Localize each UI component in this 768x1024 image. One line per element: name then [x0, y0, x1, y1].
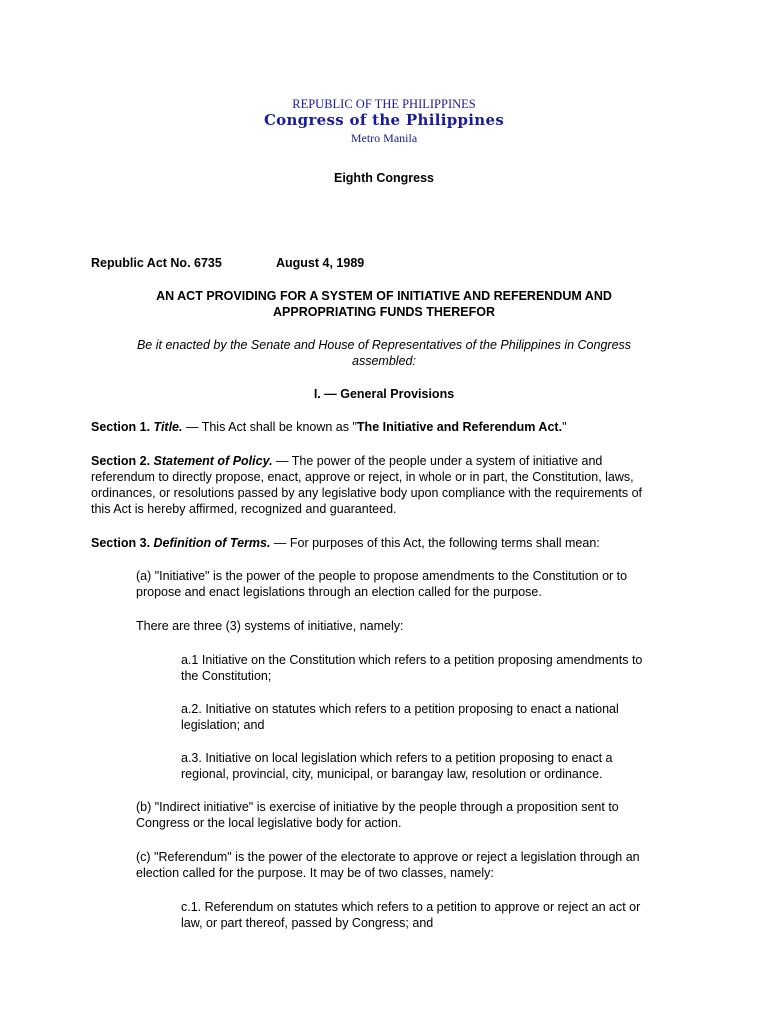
section-3 [91, 535, 676, 551]
act-title-line-1: AN ACT PROVIDING FOR A SYSTEM OF INITIATIVE AND REFERENDUM AND [156, 289, 612, 303]
section-1-end-quote: " [562, 420, 567, 434]
section-3-text: — For purposes of this Act, the following terms shall mean: [270, 536, 600, 550]
section-2-line-4: this Act is hereby affirmed, recognized and guaranteed. [91, 502, 397, 516]
definition-c-line-2: election called for the purpose. It may be of two classes, namely: [136, 866, 494, 880]
definition-a3-line-1: a.3. Initiative on local legislation which refers to a petition proposing to enact a [181, 751, 613, 765]
section-1-text: — This Act shall be known as " [182, 420, 357, 434]
act-title-line-2: APPROPRIATING FUNDS THEREFOR [273, 305, 495, 319]
section-1 [91, 419, 676, 435]
part-heading: I. — General Provisions [313, 387, 455, 401]
section-3-label: Section 3. [91, 536, 151, 550]
definition-c1-line-1: c.1. Referendum on statutes which refers to a petition to approve or reject an act or [181, 900, 641, 914]
enacting-clause-line-2: assembled: [352, 354, 416, 368]
section-3-heading: Definition of Terms. [153, 536, 271, 550]
enacting-clause-line-1: Be it enacted by the Senate and House of Representatives of the Philippines in Congress [136, 338, 632, 352]
section-2-line-3: ordinances, or resolutions passed by any legislative body upon compliance with the requirements of [91, 486, 643, 500]
header-congress: Congress of the Philippines [263, 111, 505, 129]
act-number: Republic Act No. 6735 [91, 256, 222, 270]
section-2-text-1: — The power of the people under a system of initiative and [272, 454, 603, 468]
definition-b-line-2: Congress or the local legislative body for action. [136, 816, 402, 830]
definition-a-line-1: (a) "Initiative" is the power of the people to propose amendments to the Constitution or to [136, 569, 628, 583]
definition-a1-line-1: a.1 Initiative on the Constitution which refers to a petition proposing amendments to [181, 653, 643, 667]
section-2-heading: Statement of Policy. [153, 454, 273, 468]
section-2-label: Section 2. [91, 454, 151, 468]
act-date: August 4, 1989 [276, 256, 365, 270]
definition-b-line-1: (b) "Indirect initiative" is exercise of initiative by the people through a proposition sent to [136, 800, 619, 814]
definition-a-line-2: propose and enact legislations through an election called for the purpose. [136, 585, 542, 599]
three-systems-text: There are three (3) systems of initiative, namely: [136, 619, 404, 633]
section-2-line-2: referendum to directly propose, enact, approve or reject, in whole or in part, the Constitution, laws, [91, 470, 634, 484]
definition-c-line-1: (c) "Referendum" is the power of the electorate to approve or reject a legislation through an [136, 850, 640, 864]
section-1-heading: Title. [153, 420, 183, 434]
section-1-label: Section 1. [91, 420, 151, 434]
definition-a2-line-1: a.2. Initiative on statutes which refers to a petition proposing to enact a national [181, 702, 619, 716]
definition-a2-line-2: legislation; and [181, 718, 265, 732]
definition-a1-line-2: the Constitution; [181, 669, 272, 683]
section-1-act-name: The Initiative and Referendum Act. [356, 420, 563, 434]
session-title: Eighth Congress [333, 171, 434, 185]
definition-c1-line-2: law, or part thereof, passed by Congress; and [181, 916, 434, 930]
header-republic: REPUBLIC OF THE PHILIPPINES [292, 97, 476, 111]
definition-a3-line-2: regional, provincial, city, municipal, or barangay law, resolution or ordinance. [181, 767, 603, 781]
section-2-line-1 [91, 453, 676, 469]
header-location: Metro Manila [350, 131, 418, 145]
